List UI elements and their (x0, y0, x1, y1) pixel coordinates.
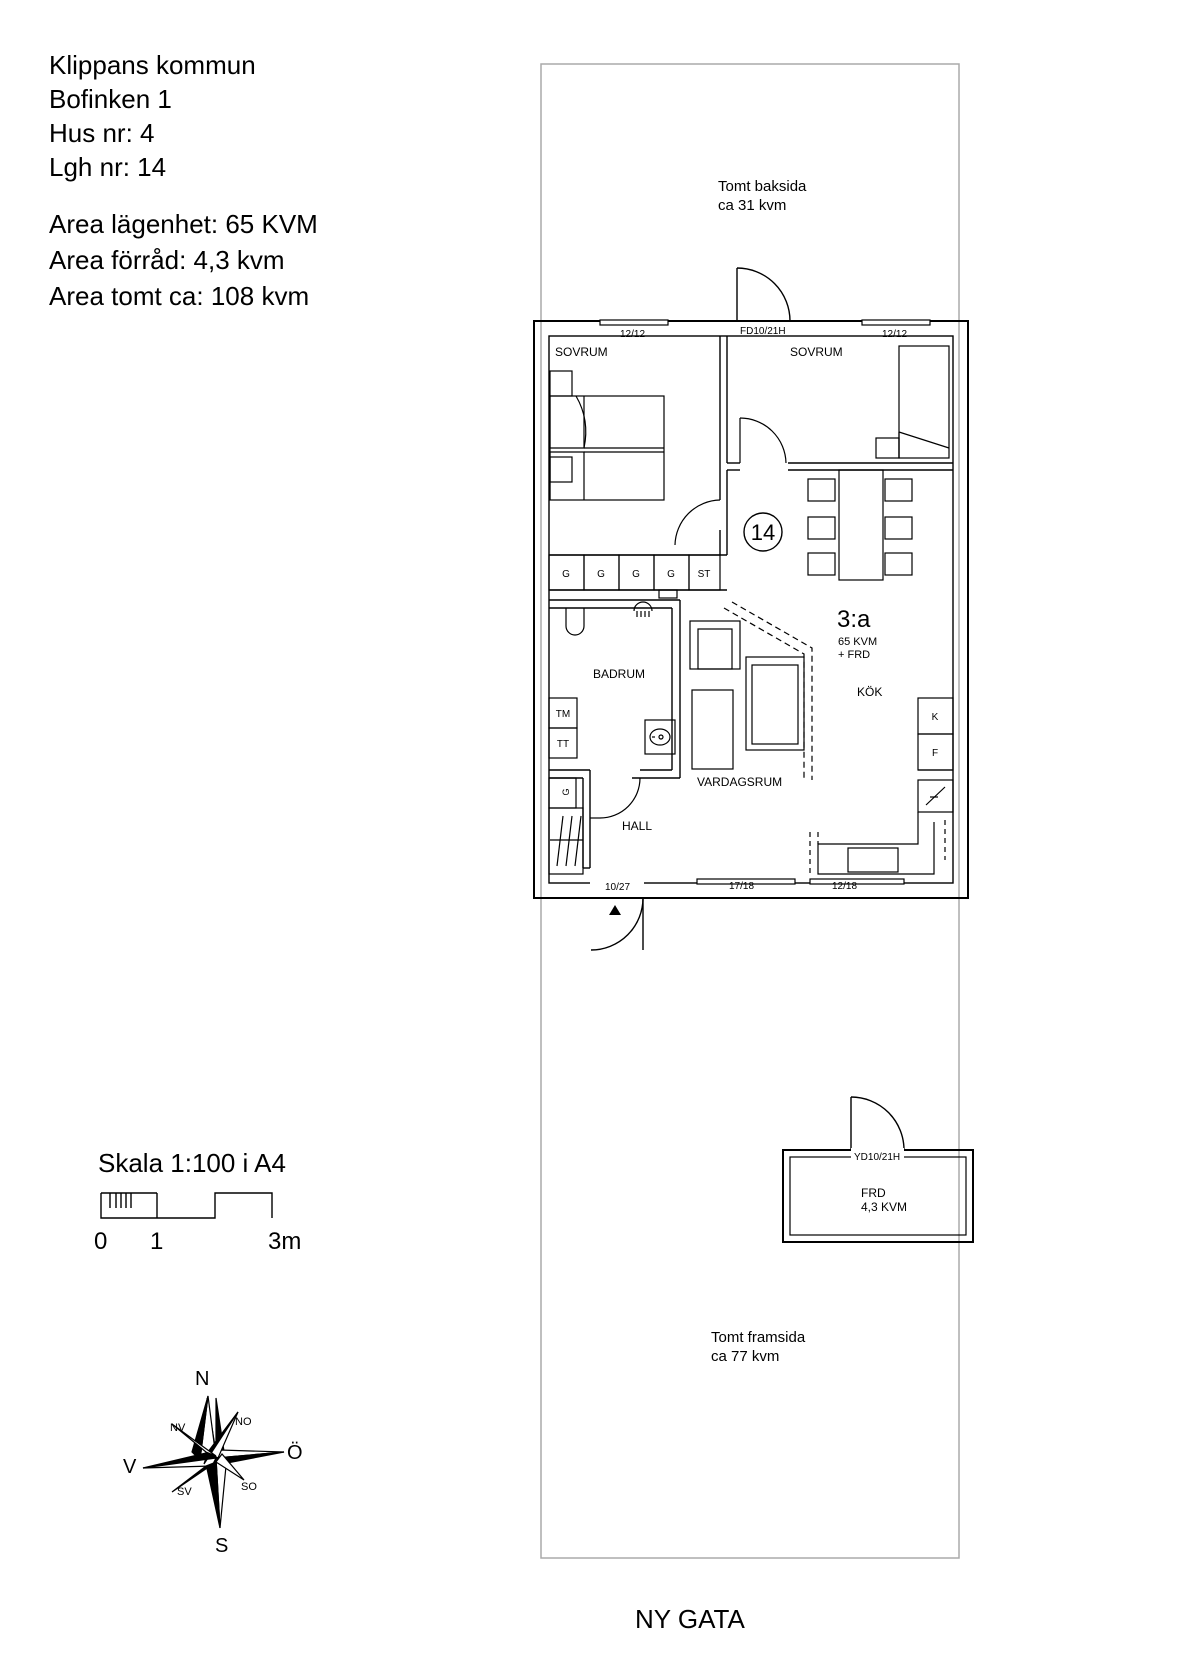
apartment-area: Area lägenhet: 65 KVM (49, 209, 318, 239)
front-plot-title: Tomt framsida (711, 1329, 806, 1346)
compass-rose (143, 1396, 284, 1528)
kitchen-fixtures (810, 698, 953, 874)
bedroom-doors (590, 418, 786, 818)
scale-label-1: 1 (150, 1228, 164, 1255)
double-bed (550, 371, 664, 500)
room-label-kitchen: KÖK (857, 685, 883, 699)
single-bed (876, 346, 949, 458)
storage-door-label: YD10/21H (854, 1152, 901, 1163)
plot-area: Area tomt ca: 108 kvm (49, 281, 310, 311)
hall-wardrobe-label: G (561, 788, 571, 796)
storage-building (783, 1097, 973, 1242)
window-label-1: 12/12 (620, 329, 646, 340)
compass-o: Ö (287, 1442, 303, 1464)
back-door-label: FD10/21H (740, 326, 786, 337)
back-plot-area: ca 31 kvm (718, 197, 787, 214)
room-label-bedroom-1: SOVRUM (555, 345, 608, 359)
window-label-3: 17/18 (729, 881, 755, 892)
apartment-number: Lgh nr: 14 (49, 152, 167, 182)
washer-label: TM (555, 709, 571, 720)
dryer-label: TT (556, 739, 570, 750)
property-name: Bofinken 1 (49, 84, 172, 114)
compass-v: V (123, 1456, 137, 1478)
back-plot-title: Tomt baksida (718, 178, 807, 195)
compass-sv: SV (177, 1486, 192, 1498)
apartment-type: 3:a (837, 606, 871, 633)
wardrobe-label-4: G (667, 569, 675, 580)
scale-title: Skala 1:100 i A4 (98, 1148, 286, 1178)
municipality: Klippans kommun (49, 50, 256, 80)
freezer-label: F (931, 748, 939, 759)
room-label-bedroom-2: SOVRUM (790, 345, 843, 359)
compass-so: SO (241, 1481, 257, 1493)
window-label-4: 12/18 (832, 881, 858, 892)
building-walls (534, 321, 968, 898)
compass-s: S (215, 1535, 229, 1557)
front-plot-area: ca 77 kvm (711, 1348, 780, 1365)
room-label-bathroom: BADRUM (593, 667, 646, 681)
apartment-area-line-1: 65 KVM (838, 636, 878, 648)
entry-door (591, 898, 643, 950)
wardrobe-label-2: G (597, 569, 605, 580)
entrance-marker (609, 905, 621, 915)
storage-area-label: 4,3 KVM (861, 1200, 908, 1214)
storage-area: Area förråd: 4,3 kvm (49, 245, 285, 275)
window-label-2: 12/12 (882, 329, 908, 340)
windows (600, 320, 930, 884)
living-room-furniture (690, 602, 812, 780)
storage-closet-label: ST (697, 569, 711, 580)
wardrobe-label-1: G (562, 569, 570, 580)
storage-title: FRD (861, 1186, 886, 1200)
apartment-number: 14 (750, 520, 776, 545)
house-number: Hus nr: 4 (49, 118, 155, 148)
scale-bar (101, 1193, 272, 1218)
compass-n: N (195, 1368, 210, 1390)
dining-set (808, 470, 912, 580)
apartment-area-line-2: + FRD (838, 649, 871, 661)
fridge-label: K (931, 712, 939, 723)
room-label-hall: HALL (622, 819, 653, 833)
back-door (737, 268, 790, 321)
room-label-living-room: VARDAGSRUM (697, 775, 783, 789)
street-name: NY GATA (635, 1604, 745, 1634)
compass-no: NO (235, 1416, 252, 1428)
compass-nv: NV (170, 1422, 186, 1434)
wardrobe-label-3: G (632, 569, 640, 580)
entry-door-label: 10/27 (605, 882, 631, 893)
scale-label-0: 0 (94, 1228, 108, 1255)
scale-label-3m: 3m (268, 1228, 302, 1255)
